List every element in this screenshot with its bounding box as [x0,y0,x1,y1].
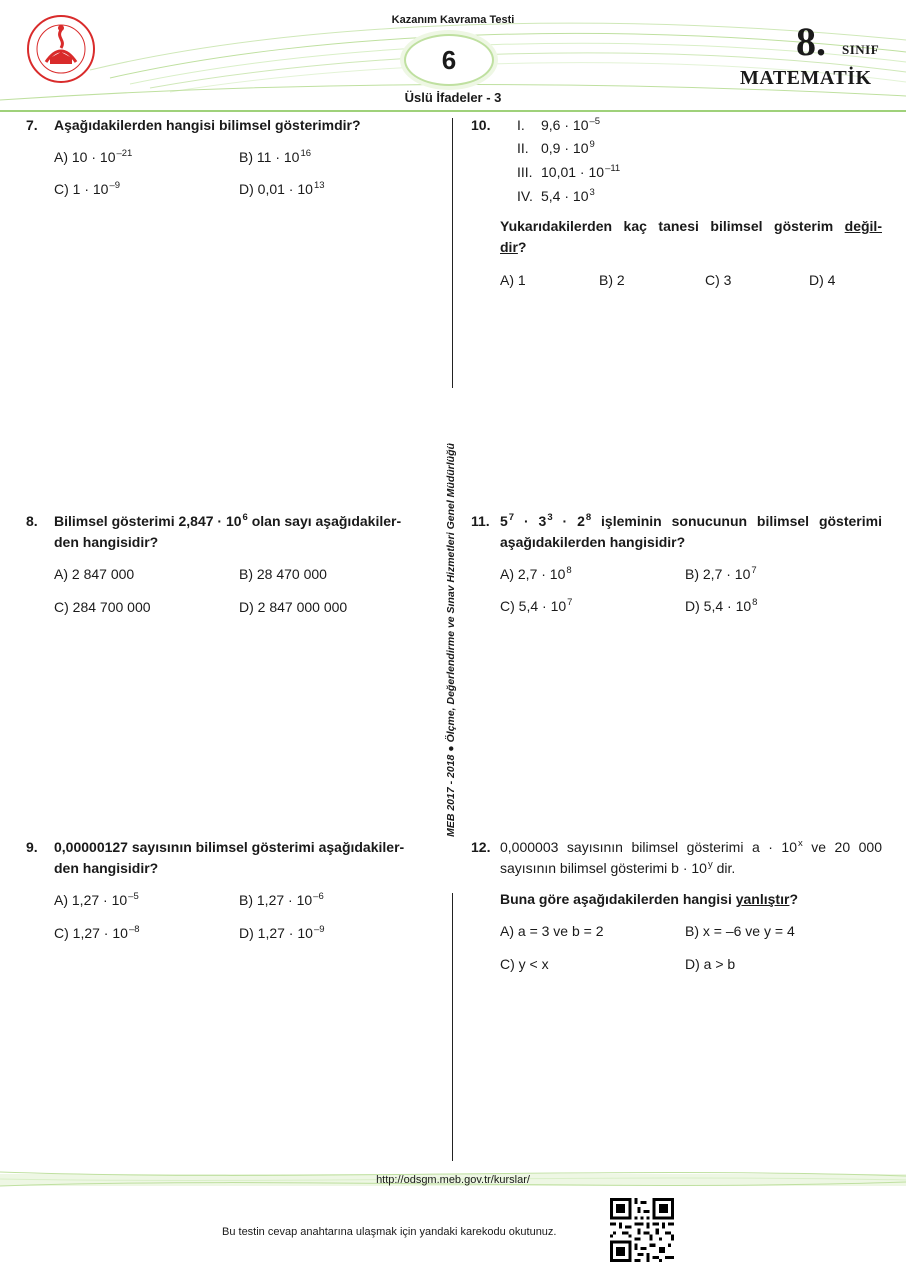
question-stem-line2: den hangisidir? [54,534,159,550]
column-divider-top [452,118,453,388]
question-stem: 0,00000127 sayısının bilimsel gösterimi aşağıdakiler- [54,839,405,855]
option-d[interactable]: D) $0,01 \cdot 10^{13}$ [239,180,325,197]
test-number-badge: 6 [404,34,494,86]
option-a[interactable]: A) 2 847 000 [54,566,135,582]
question-text-line1: 0,000003 sayısının bilimsel gösterimi $a \cdot 10^x$ ve 20 000 [500,838,883,855]
question-number: 8. [26,513,38,529]
option-b[interactable]: B) 2 [599,272,625,288]
option-d[interactable]: D) $5,4 \cdot 10^8$ [685,597,758,614]
question-stem: Bilimsel gösterimi $2,847 \cdot 10^6$ olan sayı aşağıdakiler- [54,512,402,529]
option-a[interactable]: A) $1,27 \cdot 10^{-5}$ [54,891,139,908]
question-stem: Aşağıdakilerden hangisi bilimsel gösterimdir? [54,117,361,133]
option-c[interactable]: C) $1,27 \cdot 10^{-8}$ [54,924,140,941]
header-rule [0,110,906,112]
grade-number: 8. [796,19,826,64]
question-stem-line2: dir? [500,239,527,255]
question-stem-line2: den hangisidir? [54,860,159,876]
question-stem: Buna göre aşağıdakilerden hangisi yanlıştır? [500,891,798,907]
topic-title: Üslü İfadeler - 3 [404,90,502,105]
option-c[interactable]: C) 3 [705,272,732,288]
option-d[interactable]: D) $1,27 \cdot 10^{-9}$ [239,924,325,941]
question-stem: $5^7 \cdot 3^3 \cdot 2^8$ işleminin sonucunun bilimsel gösterimi [500,512,882,529]
option-c[interactable]: C) $5,4 \cdot 10^7$ [500,597,573,614]
option-b[interactable]: B) 28 470 000 [239,566,327,582]
option-a[interactable]: A) $2,7 \cdot 10^8$ [500,565,572,582]
question-number: 10. [471,117,491,133]
roman-item-4: IV. $5,4 \cdot 10^3$ [517,187,595,204]
side-vertical-caption: MEB 2017 - 2018 ● Ölçme, Değerlendirme ve Sınav Hizmetleri Genel Müdürlüğü [445,443,457,837]
option-a[interactable]: A) $10 \cdot 10^{-21}$ [54,148,133,165]
option-d[interactable]: D) a > b [685,956,736,972]
question-stem: Yukarıdakilerden kaç tanesi bilimsel gösterim değil- [500,218,882,234]
roman-item-3: III. $10,01 \cdot 10^{-11}$ [517,163,621,180]
question-number: 7. [26,117,38,133]
option-c[interactable]: C) $1 \cdot 10^{-9}$ [54,180,121,197]
option-a[interactable]: A) a = 3 ve b = 2 [500,923,604,939]
option-d[interactable]: D) 2 847 000 000 [239,599,348,615]
question-stem-line2: aşağıdakilerden hangisidir? [500,534,686,550]
option-b[interactable]: B) $1,27 \cdot 10^{-6}$ [239,891,324,908]
option-b[interactable]: B) $2,7 \cdot 10^7$ [685,565,757,582]
question-text-line2: sayısının bilimsel gösterimi $b \cdot 10^y$ dir. [500,859,736,876]
test-kind-label: Kazanım Kavrama Testi [391,14,515,26]
subject-title: MATEMATİK [740,67,872,89]
question-number: 9. [26,839,38,855]
option-d[interactable]: D) 4 [809,272,836,288]
roman-item-1: I. $9,6 \cdot 10^{-5}$ [517,116,601,133]
option-b[interactable]: B) $11 \cdot 10^{16}$ [239,148,312,165]
footer-note: Bu testin cevap anahtarına ulaşmak için yandaki karekodu okutunuz. [222,1226,557,1238]
option-c[interactable]: C) 284 700 000 [54,599,151,615]
qr-code-icon [610,1198,674,1262]
option-b[interactable]: B) x = –6 ve y = 4 [685,923,795,939]
roman-item-2: II. $0,9 \cdot 10^9$ [517,139,595,156]
grade-label: SINIF [842,42,880,57]
option-a[interactable]: A) 1 [500,272,526,288]
question-number: 11. [471,513,490,529]
option-c[interactable]: C) y < x [500,956,549,972]
question-number: 12. [471,839,491,855]
column-divider-bottom [452,893,453,1161]
footer-url-link[interactable]: http://odsgm.meb.gov.tr/kurslar/ [376,1174,530,1186]
